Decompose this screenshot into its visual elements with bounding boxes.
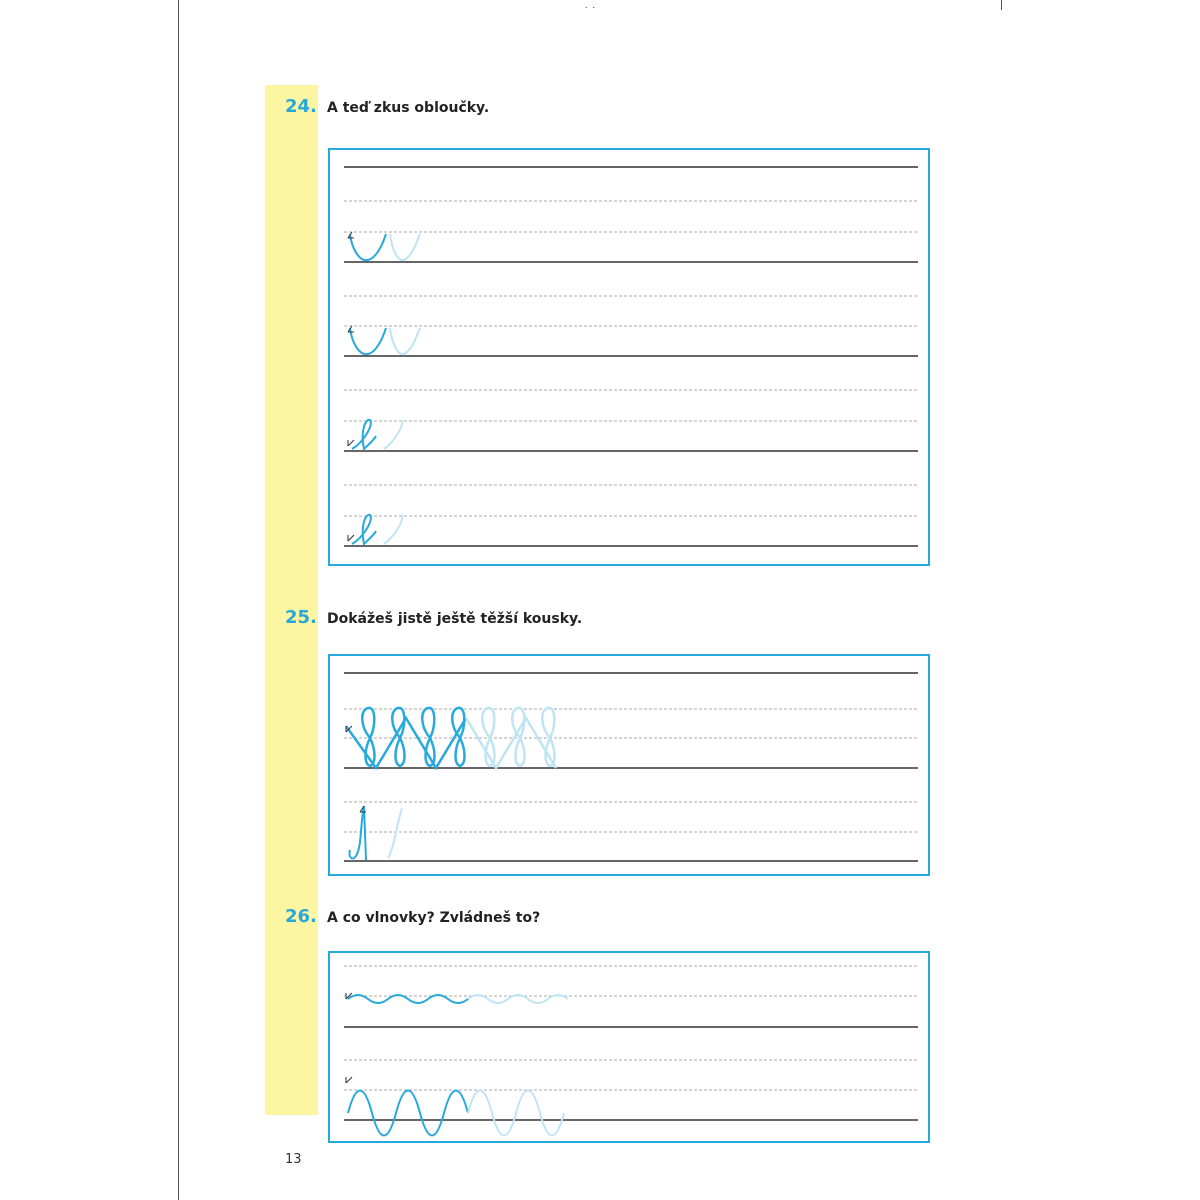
writing-box-25	[328, 654, 930, 876]
exercise-number: 25.	[285, 607, 317, 628]
exercise-instruction: Dokážeš jistě ještě těžší kousky.	[327, 611, 583, 627]
arc-stroke-row2	[348, 326, 420, 354]
writing-box-26	[328, 951, 930, 1143]
exercise-instruction: A teď zkus obloučky.	[327, 100, 490, 116]
cropped-top-strip	[190, 0, 600, 8]
page-edge-right	[1001, 0, 1002, 10]
exercise-number: 26.	[285, 906, 317, 927]
ruled-lines-25	[330, 656, 930, 876]
exercise-instruction: A co vlnovky? Zvládneš to?	[327, 910, 541, 926]
tall-loop-stroke	[349, 806, 402, 860]
writing-box-24	[328, 148, 930, 566]
large-wave-stroke	[346, 1077, 564, 1136]
arc-stroke-row1	[348, 232, 420, 260]
loop-stroke-row3	[348, 420, 402, 449]
small-wave-stroke	[346, 993, 568, 1003]
exercise-number: 24.	[285, 96, 317, 117]
loop-stroke-row4	[348, 515, 402, 544]
ruled-lines-26	[330, 953, 930, 1143]
page-edge-left	[178, 0, 179, 1200]
ruled-lines-24	[330, 150, 930, 566]
page-number: 13	[285, 1152, 302, 1167]
yellow-margin-bar	[265, 85, 318, 1115]
